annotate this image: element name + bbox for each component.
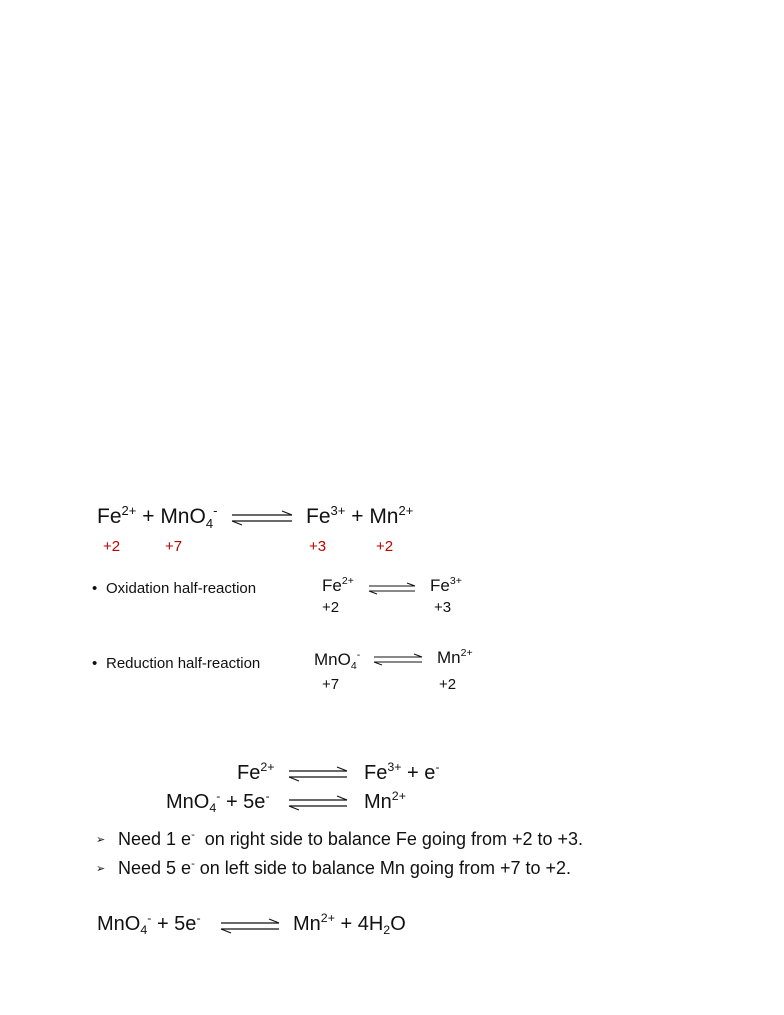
balanced-line1-left: $Fe^{2+}$ [237, 759, 275, 784]
reduction-label: • Reduction half-reaction [92, 655, 261, 672]
balanced-line1-right: $Fe^{3+} + e^-$ [364, 759, 440, 784]
ox-state-mno4: +7 [165, 538, 183, 555]
oxidation-right-species: $Fe^{3+}$ [430, 575, 462, 595]
overall-plus-2: + [351, 505, 364, 528]
ox-state-mn2: +2 [376, 538, 394, 555]
final-right: $Mn^{2+} + 4H_2O$ [293, 910, 406, 938]
oxidation-ox-right: +3 [434, 599, 452, 616]
reduction-left-species: MnO$_4$- [314, 649, 361, 672]
equilibrium-arrow-icon [219, 919, 281, 933]
equilibrium-arrow-icon [287, 796, 349, 810]
oxidation-left-species: $Fe^{2+}$ [322, 575, 354, 595]
ox-state-fe3: +3 [309, 538, 327, 555]
note-2: ➢ Need 5 e- on left side to balance Mn going from +7 to +2. [96, 857, 572, 878]
reduction-right-species: $Mn^{2+}$ [437, 647, 473, 667]
overall-plus-1: + [142, 505, 155, 528]
overall-equation-right [306, 502, 414, 529]
overall-equation-left [97, 502, 218, 531]
overall-product-mn2: $Mn^{2+}$ [369, 502, 414, 528]
oxidation-ox-left: +2 [322, 599, 340, 616]
balanced-line2-right: $Mn^{2+}$ [364, 788, 406, 813]
equilibrium-arrow-icon [230, 511, 294, 525]
bullet-icon: • [92, 580, 98, 597]
ox-state-fe2: +2 [103, 538, 121, 555]
reduction-ox-right: +2 [439, 676, 457, 693]
note-1: ➢ Need 1 e- on right side to balance Fe going from +2 to +3. [96, 828, 584, 849]
reduction-ox-left: +7 [322, 676, 340, 693]
overall-reactant-mno4: MnO$_4$- [160, 502, 218, 531]
arrow-bullet-icon: ➢ [96, 834, 106, 846]
overall-reactant-fe2: $Fe^{2+}$ [97, 502, 137, 528]
equilibrium-arrow-icon [372, 654, 424, 666]
equilibrium-arrow-icon [287, 767, 349, 781]
balanced-line2-left: MnO$_4$- + 5e- [166, 788, 270, 816]
overall-product-fe3: $Fe^{3+}$ [306, 502, 346, 528]
equilibrium-arrow-icon [367, 583, 417, 595]
final-left: MnO$_4$- + 5e- [97, 910, 201, 938]
bullet-icon: • [92, 655, 98, 672]
oxidation-label: • Oxidation half-reaction [92, 580, 257, 597]
arrow-bullet-icon: ➢ [96, 863, 106, 875]
